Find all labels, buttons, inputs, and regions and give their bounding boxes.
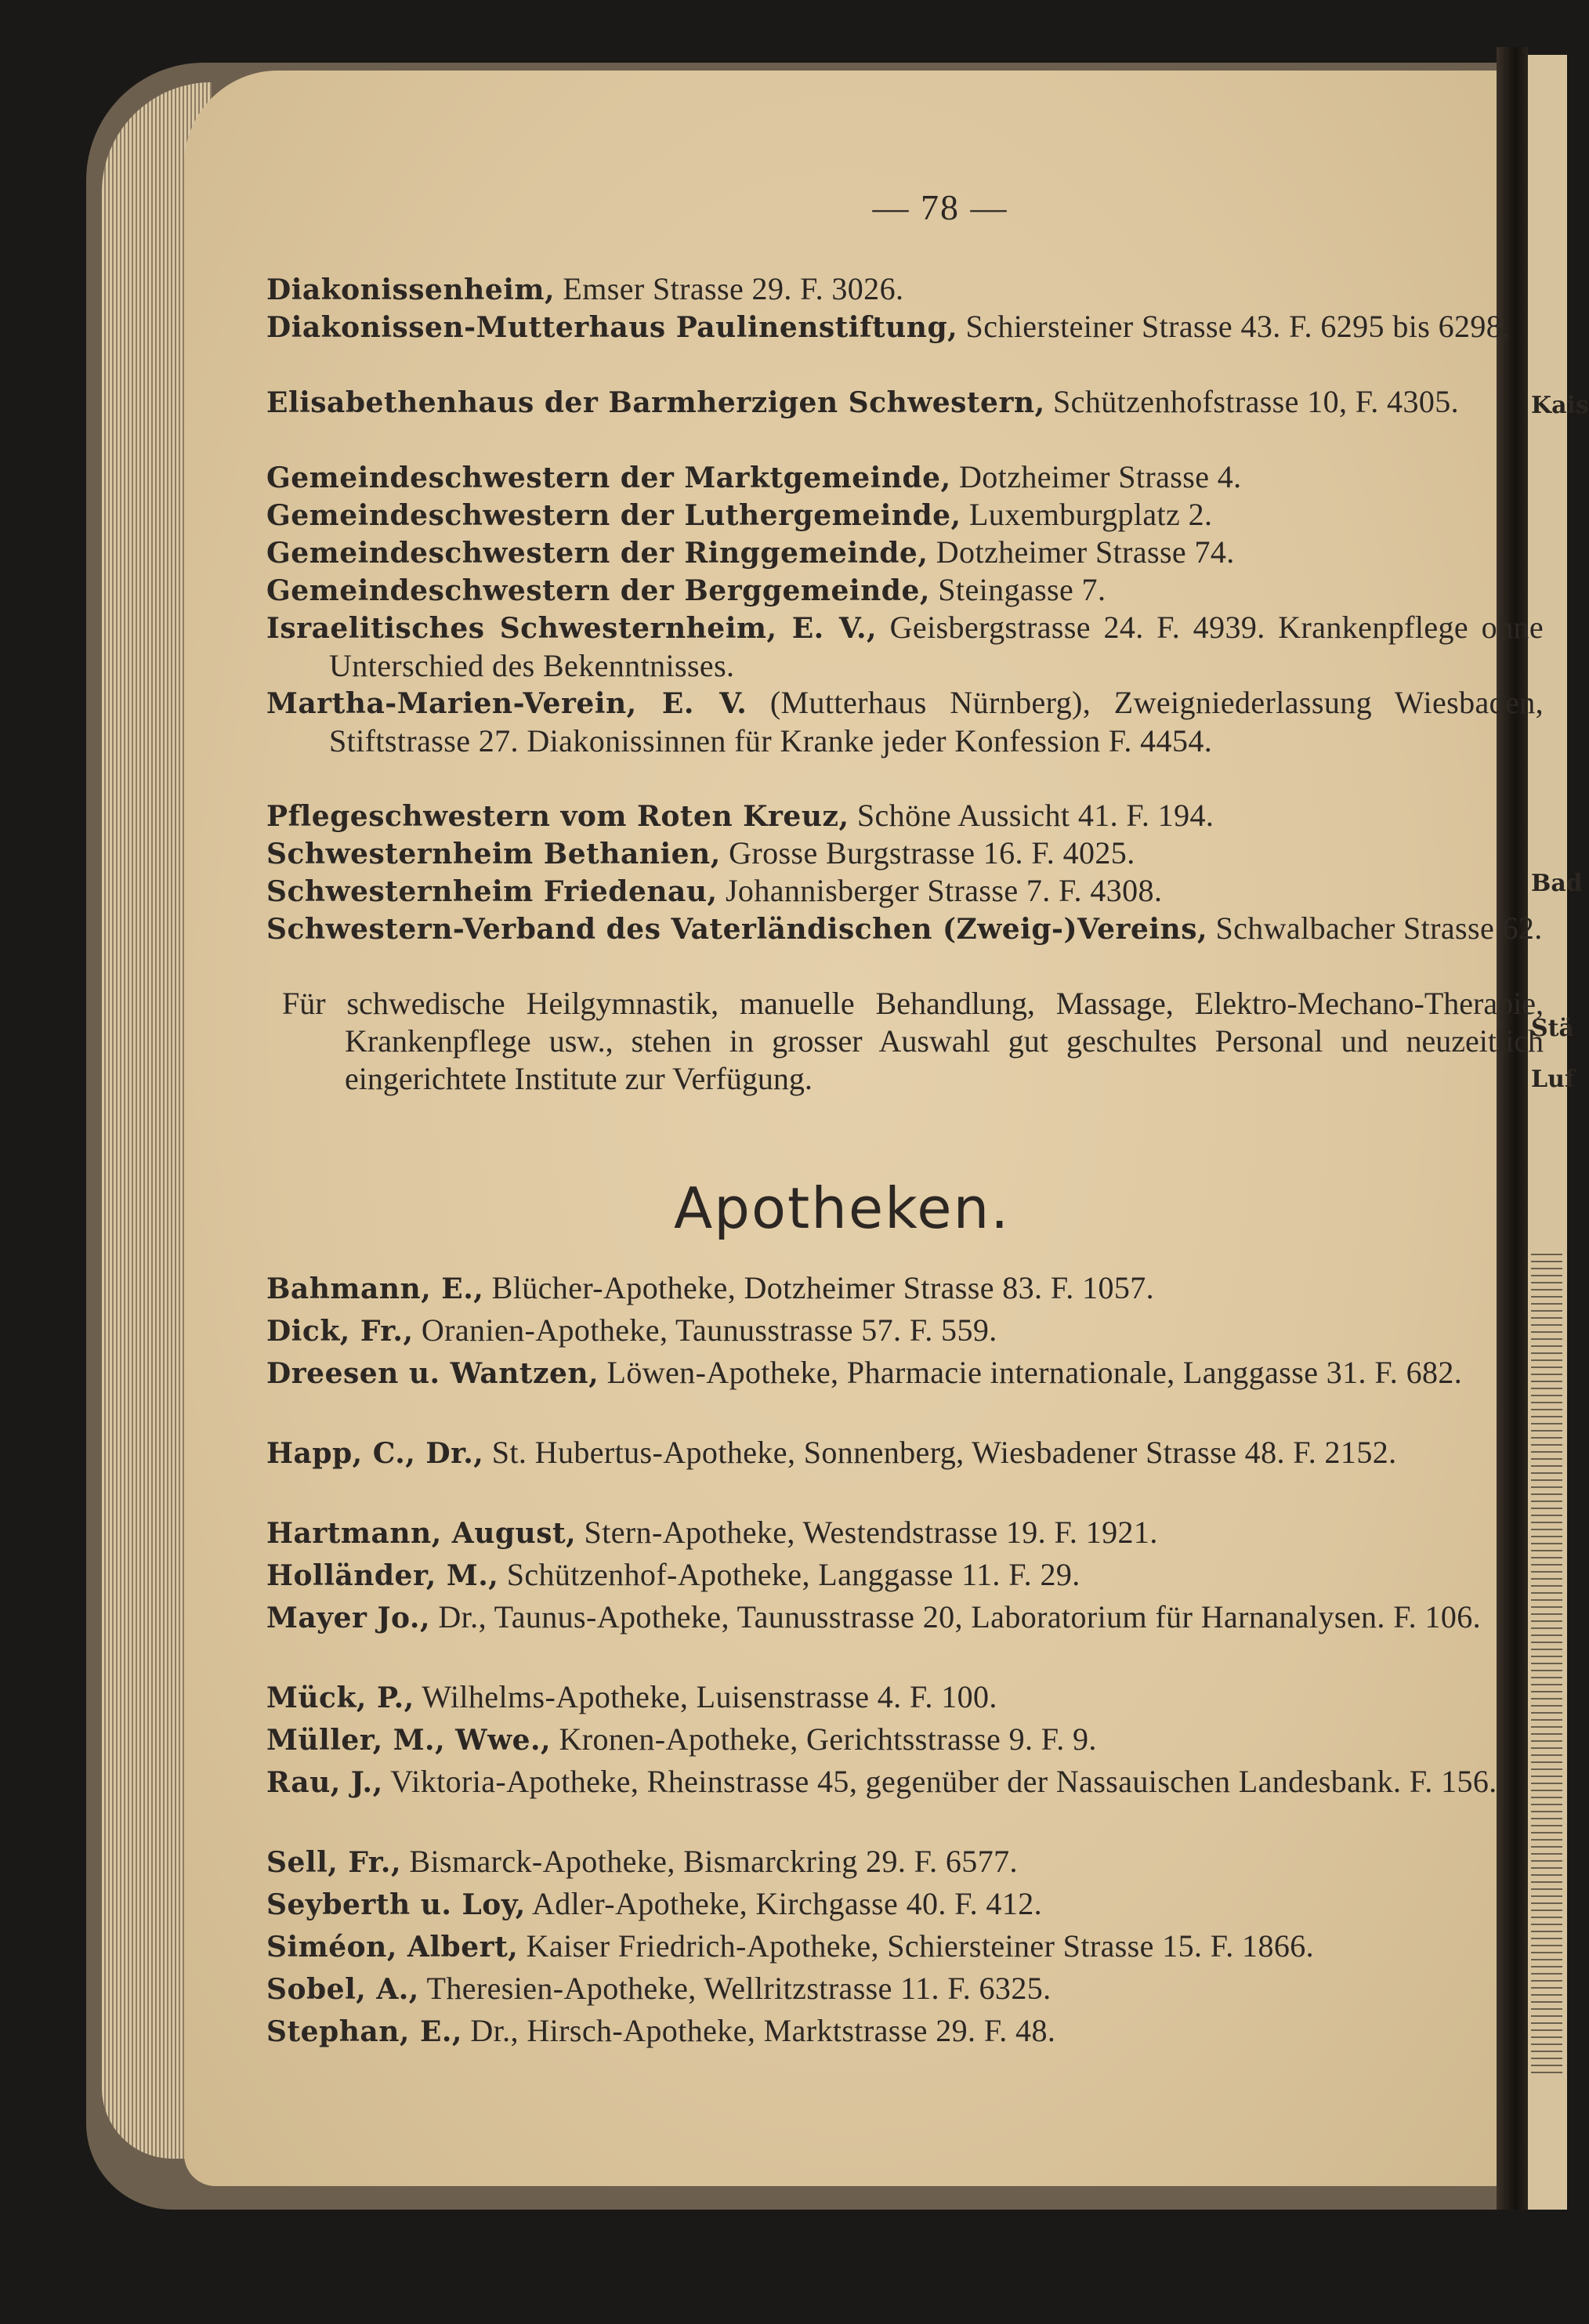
entry-text: Dotzheimer Strasse 74. [928,534,1235,570]
entry-name: Seyberth u. Loy, [266,1888,526,1921]
next-page-fragment: Luf [1531,1066,1575,1093]
entry-name: Dick, Fr., [266,1315,414,1348]
page-number: — 78 — [872,187,1008,227]
list-item [266,1678,1544,1717]
list-item [266,797,1544,835]
entry-text: St. Hubertus-Apotheke, Sonnenberg, Wiesbadener Strasse 48. F. 2152. [483,1435,1397,1470]
entry-name: Gemeindeschwestern der Luthergemeinde, [266,499,961,532]
entry-name: Siméon, Albert, [266,1931,519,1964]
entry-name: Dreesen u. Wantzen, [266,1357,599,1390]
list-item [266,496,1544,534]
entry-name: Holländer, M., [266,1559,499,1592]
entry-name: Gemeindeschwestern der Ringgemeinde, [266,537,928,570]
entry-name: Happ, C., Dr., [266,1437,484,1470]
entry-name: Mayer Jo., [266,1602,430,1634]
list-item [266,1763,1544,1801]
section-heading: Apotheken. [674,1175,1011,1241]
next-page-fragment: Stä [1531,1015,1574,1042]
entry-text: Emser Strasse 29. F. 3026. [555,271,904,306]
entry-name: Gemeindeschwestern der Marktgemeinde, [266,462,951,494]
entry-text: Schiersteiner Strasse 43. F. 6295 bis 6298. [957,309,1511,344]
list-item [266,1885,1544,1924]
list-item [266,1434,1544,1472]
entry-name: Hartmann, August, [266,1517,577,1550]
note-paragraph: Für schwedische Heilgymnastik, manuelle Behandlung, Massage, Elektro-Mechano-Therapie, Krankenpflege usw., stehen in grosser Auswahl gut geschultes Personal und neuzeitlich eingerichtete Institute zur Verfügung. [282,986,1544,1096]
entry-text: Schöne Aussicht 41. F. 194. [849,798,1214,833]
entry-name: Rau, J., [266,1766,383,1799]
list-item [266,1514,1544,1552]
list-item [266,571,1544,610]
entry-name: Stephan, E., [266,2015,462,2048]
entry-text: Dr., Taunus-Apotheke, Taunusstrasse 20, Laboratorium für Harnanalysen. F. 106. [429,1599,1482,1634]
list-item [266,609,1544,685]
list-item [266,2012,1544,2051]
entry-text: Kronen-Apotheke, Gerichtsstrasse 9. F. 9. [551,1721,1097,1757]
list-item [266,1970,1544,2008]
next-page-fragment: Bad [1531,870,1583,897]
entry-text: Bismarck-Apotheke, Bismarckring 29. F. 6577. [400,1844,1018,1879]
entry-text: Schwalbacher Strasse 62. [1207,910,1543,946]
list-item [266,684,1544,760]
list-item [266,910,1544,948]
entry-text: Luxemburgplatz 2. [961,497,1213,532]
entry-text: (Mutterhaus Nürnberg), Zweigniederlassung Wiesbaden, Stiftstrasse 27. Diakonissinnen für Kranke jeder Konfession F. 4454. [329,685,1544,758]
entry-text: Löwen-Apotheke, Pharmacie internationale, Langgasse 31. F. 682. [599,1355,1463,1390]
entry-text: Johannisberger Strasse 7. F. 4308. [717,873,1163,908]
entry-name: Müller, M., Wwe., [266,1724,552,1757]
entry-name: Sell, Fr., [266,1846,401,1879]
entry-name: Schwesternheim Bethanien, [266,838,721,871]
entry-text: Schützenhofstrasse 10, F. 4305. [1044,384,1460,419]
entry-text: Wilhelms-Apotheke, Luisenstrasse 4. F. 100. [414,1679,997,1714]
entry-name: Martha-Marien-Verein, E. V. [266,687,747,720]
entry-name: Israelitisches Schwesternheim, E. V., [266,612,878,645]
list-item [266,534,1544,572]
entry-text: Steingasse 7. [929,572,1106,607]
list-item [266,270,1544,309]
list-item [266,1312,1544,1350]
entry-text: Kaiser Friedrich-Apotheke, Schiersteiner Strasse 15. F. 1866. [518,1928,1315,1964]
list-item [266,1269,1544,1308]
entry-name: Gemeindeschwestern der Berggemeinde, [266,574,930,607]
entry-text: Oranien-Apotheke, Taunusstrasse 57. F. 559. [413,1312,997,1348]
entry-name: Mück, P., [266,1681,414,1714]
entry-name: Pflegeschwestern vom Roten Kreuz, [266,800,849,833]
list-item [266,1843,1544,1881]
list-item [266,1556,1544,1595]
entry-name: Schwesternheim Friedenau, [266,875,718,908]
list-item [266,1354,1544,1392]
entry-text: Geisbergstrasse 24. F. 4939. Krankenpflege ohne Unterschied des Bekenntnisses. [329,610,1544,683]
entry-text: Schützenhof-Apotheke, Langgasse 11. F. 29. [498,1557,1080,1592]
entry-text: Dr., Hirsch-Apotheke, Marktstrasse 29. F. 48. [461,2013,1056,2048]
entry-name: Diakonissenheim, [266,273,556,306]
entry-text: Adler-Apotheke, Kirchgasse 40. F. 412. [525,1886,1043,1921]
entry-text: Dotzheimer Strasse 4. [950,459,1242,494]
entry-text: Stern-Apotheke, Westendstrasse 19. F. 1921. [576,1515,1158,1550]
entry-name: Elisabethenhaus der Barmherzigen Schwestern, [266,386,1045,419]
entry-name: Bahmann, E., [266,1272,484,1305]
next-page-fragment: Kais [1531,392,1589,419]
list-item [266,383,1544,422]
entry-text: Theresien-Apotheke, Wellritzstrasse 11. F. 6325. [418,1971,1051,2006]
list-item [266,1721,1544,1759]
entry-text: Grosse Burgstrasse 16. F. 4025. [720,835,1135,871]
entry-name: Diakonissen-Mutterhaus Paulinenstiftung, [266,311,958,344]
list-item [266,834,1544,873]
list-item [266,872,1544,910]
list-item [266,1928,1544,1966]
entry-text: Viktoria-Apotheke, Rheinstrasse 45, gegenüber der Nassauischen Landesbank. F. 156. [382,1764,1497,1799]
entry-name: Schwestern-Verband des Vaterländischen (Zweig-)Vereins, [266,913,1208,946]
list-item [266,458,1544,497]
entry-name: Sobel, A., [266,1973,419,2006]
entry-text: Blücher-Apotheke, Dotzheimer Strasse 83. F. 1057. [483,1270,1155,1305]
list-item [266,1598,1544,1637]
list-item [266,308,1544,346]
